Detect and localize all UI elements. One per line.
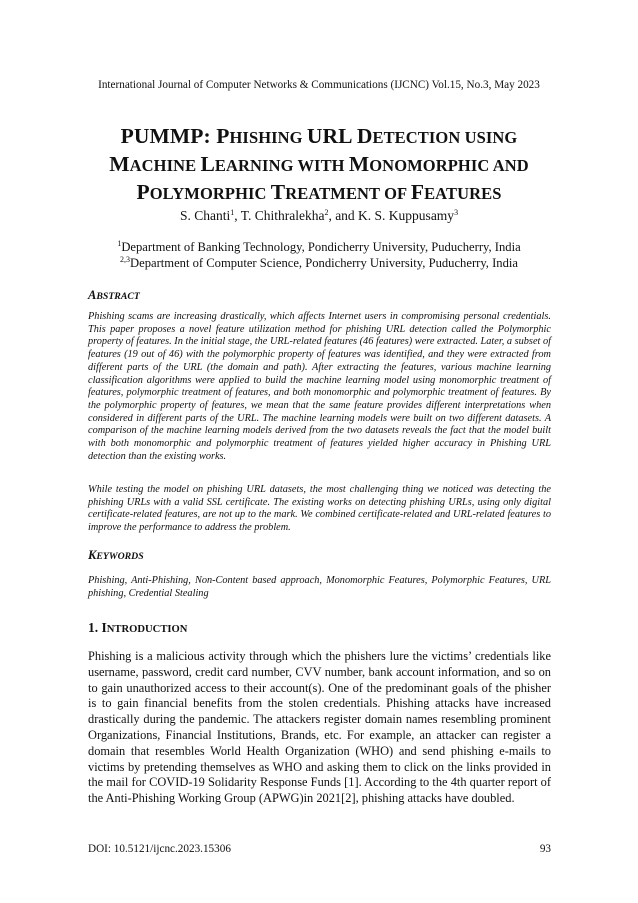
page-number: 93 (539, 843, 551, 855)
title-line-2: MACHINE LEARNING WITH MONOMORPHIC AND (109, 152, 529, 176)
keywords-list: Phishing, Anti-Phishing, Non-Content based approach, Monomorphic Features, Polymorphic Features, URL phishing, Credential Stealing (88, 575, 551, 599)
affiliation-1: $^1$Department of Banking Technology, Pondicherry University, Puducherry, India (117, 239, 521, 254)
abstract-heading: ABSTRACT (88, 288, 140, 302)
journal-header: International Journal of Computer Networks & Communications (IJCNC) Vol.15, No.3, May 2023 (98, 79, 540, 91)
paper-title (60, 123, 578, 207)
introduction-heading: 1. INTRODUCTION (88, 620, 188, 635)
abstract-paragraph-2: While testing the model on phishing URL datasets, the most challenging thing we noticed was detecting the phishing URLs with a valid SSL certificate. The existing works on detecting phishing URLs, using only digital certificate-related features, are not up to the mark. We combined certificate-related and URL-related features to improve the performance to address the problem. (88, 484, 551, 534)
affiliation-2: $^{2,3}$Department of Computer Science, Pondicherry University, Puducherry, India (120, 255, 518, 270)
title-line-3: POLYMORPHIC TREATMENT OF FEATURES (136, 180, 502, 204)
doi-link[interactable]: DOI: 10.5121/ijcnc.2023.15306 (88, 843, 231, 855)
title-line-1: PUMMP: PHISHING URL DETECTION USING (120, 124, 518, 148)
abstract-paragraph-1: Phishing scams are increasing drastically, which affects Internet users in compromising personal credentials. This paper proposes a novel feature utilization method for phishing URL detection called the Polymorphic property of features. In the initial stage, the URL-related features (46 features) were extracted. Later, a subset of features (19 out of 46) with the polymorphic property of features was identified, and they were extracted from different parts of the URL (the domain and path). After extracting the features, various machine learning classification algorithms were applied to build the machine learning model using monomorphic treatment of features, polymorphic treatment of features, and both monomorphic and polymorphic treatment of features. By the polymorphic property of features, we mean that the same feature provides different interpretations when considered in different parts of the URL. The machine learning models were built on two different datasets. A comparison of the machine learning models derived from the two datasets reveals the fact that the model built with both monomorphic and polymorphic treatment of features yielded higher accuracy in Phishing URL detection than the existing works. (88, 311, 551, 462)
keywords-heading: KEYWORDS (88, 548, 144, 562)
introduction-paragraph-1: Phishing is a malicious activity through which the phishers lure the victims’ credentials like username, password, credit card number, CVV number, bank account information, and so on to gain unauthorized access to their account(s). One of the predominant goals of the phisher is to gain financial benefits from the stolen credentials. Phishing attacks have increased drastically during the pandemic. The attackers register domain names resembling prominent Organizations, Financial Institutions, Brands, etc. For example, an attacker can register a domain that resembles World Health Organization (WHO) and send phishing e-mails to victims by pretending themselves as WHO and asking them to click on the links provided in the mail for COVID-19 Solidarity Response Funds [1]. According to the 4th quarter report of the Anti-Phishing Working Group (APWG)in 2021[2], phishing attacks have doubled. (88, 649, 551, 806)
author-list: S. Chanti$^1$, T. Chithralekha$^2$, and K. S. Kuppusamy$^3$ (179, 208, 459, 223)
